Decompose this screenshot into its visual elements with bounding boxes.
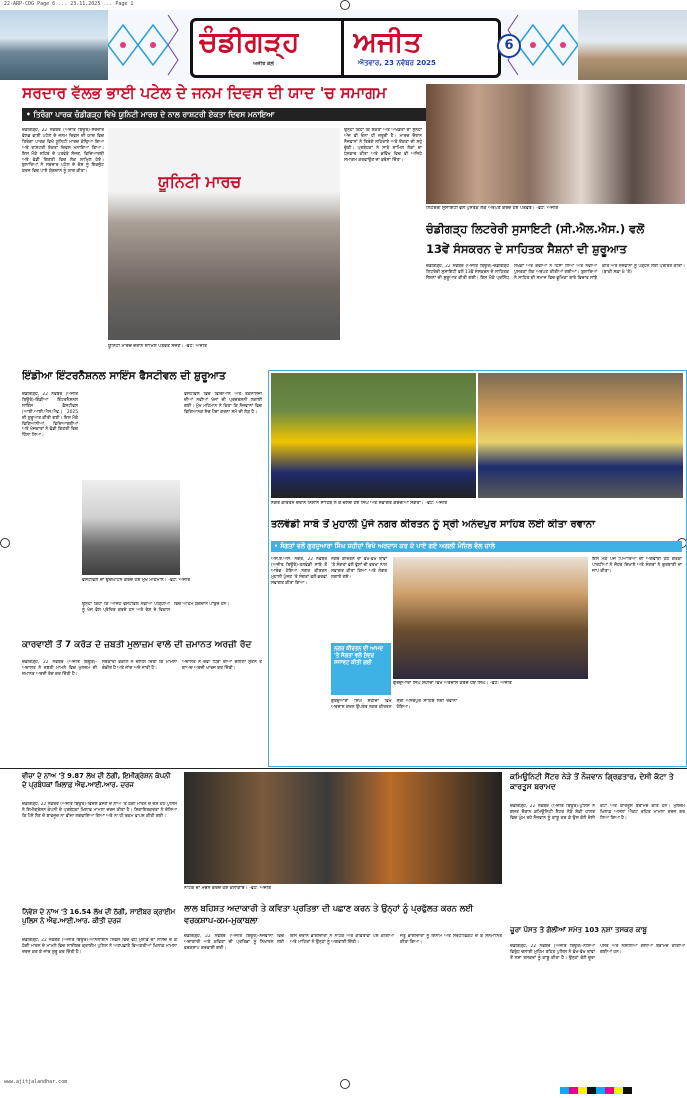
paper-name-city: ਚੰਡੀਗੜ੍ਹ <box>199 25 300 58</box>
article-play <box>180 772 505 1072</box>
headline-literary-1: ਚੰਡੀਗੜ੍ਹ ਲਿਟਰੇਰੀ ਸੁਸਾਇਟੀ (ਸੀ.ਐਲ.ਐਸ.) ਵਲੋਂ <box>426 222 645 236</box>
body-literary: ਚੰਡੀਗੜ੍ਹ, 22 ਨਵੰਬਰ (ਅਜੀਤ ਬਿਊਰੋ)-ਚੰਡੀਗੜ੍ਹ ਲਿਟਰੇਰੀ ਸੁਸਾਇਟੀ ਵਲੋਂ 13ਵੇਂ ਸੰਸਕਰਨ ਦੇ ਸਾਹਿਤਕ ਸੈਸ਼ਨਾਂ ਦੀ ਸ਼ੁਰੂਆਤ ਕੀਤੀ ਗਈ। ਇਸ ਮੌਕੇ ਪ੍ਰਸਿੱਧ ਲੇਖਕਾਂ ਅਤੇ ਕਵੀਆਂ ਨੇ ਹਿੱਸਾ ਲਿਆ ਅਤੇ ਨਵੀਆਂ ਪੁਸਤਕਾਂ ਲੋਕ ਅਰਪਣ ਕੀਤੀਆਂ ਗਈਆਂ। ਬੁਲਾਰਿਆਂ ਨੇ ਸਾਹਿਤ ਦੀ ਸਮਾਜ ਵਿਚ ਭੂਮਿਕਾ ਬਾਰੇ ਵਿਚਾਰ ਸਾਂਝੇ ਕੀਤੇ ਅਤੇ ਨੌਜਵਾਨਾਂ ਨੂੰ ਪੜ੍ਹਨ ਲਈ ਪ੍ਰੇਰਿਤ ਕੀਤਾ। (ਬਾਕੀ ਸਫ਼ਾ 8 'ਤੇ) <box>426 264 685 281</box>
article-community-centre <box>510 772 685 922</box>
article-science <box>2 370 264 635</box>
caption-literary: ਲਿਟਰੇਰੀ ਸੁਸਾਇਟੀ ਵਲੋਂ ਪੁਸਤਕ ਲੋਕ ਅਰਪਣ ਕਰਦੇ ਹੋਏ ਪਤਵੰਤੇ। -ਫੋਟੋ: ਅਜੀਤ <box>426 206 559 211</box>
body-play-col1: ਚੰਡੀਗੜ੍ਹ, 22 ਨਵੰਬਰ (ਅਜੀਤ ਬਿਊਰੋ)-ਨੌਜਵਾਨਾਂ ਵਿਚ ਅਦਾਕਾਰੀ ਅਤੇ ਕਵਿਤਾ ਦੀ ਪ੍ਰਤਿਭਾ ਨੂੰ ਨਿਖਾਰਨ ਲਈ ਵਰਕਸ਼ਾਪ ਕਰਵਾਈ ਗਈ। <box>184 934 284 951</box>
caption-science: ਫੈਸਟੀਵਲ ਦਾ ਉਦਘਾਟਨ ਕਰਦੇ ਹੋਏ ਮੁੱਖ ਮਹਿਮਾਨ। -ਫੋਟੋ: ਅਜੀਤ <box>82 578 191 583</box>
body-kirtan-col2: ਨਗਰ ਕੀਰਤਨ ਦਾ ਵੱਖ-ਵੱਖ ਥਾਵਾਂ 'ਤੇ ਸੰਗਤਾਂ ਵਲੋਂ ਫੁੱਲਾਂ ਦੀ ਵਰਖਾ ਨਾਲ ਸਵਾਗਤ ਕੀਤਾ ਗਿਆ ਅਤੇ ਲੰਗਰ ਲਗਾਏ ਗਏ। <box>331 557 387 580</box>
masthead-title-box <box>190 18 501 78</box>
headline-patel: ਸਰਦਾਰ ਵੱਲਭ ਭਾਈ ਪਟੇਲ ਦੇ ਜਨਮ ਦਿਵਸ ਦੀ ਯਾਦ 'ਚ ਸਮਾਗਮ <box>22 84 387 102</box>
body-drugs: ਚੰਡੀਗੜ੍ਹ, 22 ਨਵੰਬਰ (ਅਜੀਤ ਬਿਊਰੋ)-ਨਸ਼ਿਆਂ ਵਿਰੁੱਧ ਚਲਾਈ ਮੁਹਿੰਮ ਤਹਿਤ ਪੁਲਿਸ ਨੇ ਵੱਖ-ਵੱਖ ਥਾਵਾਂ ਤੋਂ ਨਸ਼ਾ ਤਸਕਰਾਂ ਨੂੰ ਕਾਬੂ ਕੀਤਾ ਹੈ। ਉਨ੍ਹਾਂ ਕੋਲੋਂ ਚੂਰਾ ਪੋਸਤ ਅਤੇ ਨਸ਼ੀਲੀਆਂ ਗੋਲੀਆਂ ਬਰਾਮਦ ਕੀਤੀਆਂ ਗਈਆਂ ਹਨ। <box>510 944 685 961</box>
body-patel-col2: ਉਨ੍ਹਾਂ ਕਿਹਾ ਕਿ ਏਕਤਾ ਅਤੇ ਅਖੰਡਤਾ ਦਾ ਸੁਨੇਹਾ ਅੱਜ ਵੀ ਓਨਾ ਹੀ ਜ਼ਰੂਰੀ ਹੈ। ਮਾਰਚ ਦੌਰਾਨ ਨੌਜਵਾਨਾਂ ਨੇ ਤਿਰੰਗੇ ਲਹਿਰਾਏ ਅਤੇ ਏਕਤਾ ਦੀ ਸਹੁੰ ਚੁੱਕੀ। ਪ੍ਰਬੰਧਕਾਂ ਨੇ ਸਾਰੇ ਸ਼ਾਮਿਲ ਲੋਕਾਂ ਦਾ ਧੰਨਵਾਦ ਕੀਤਾ ਅਤੇ ਭਵਿੱਖ ਵਿਚ ਵੀ ਅਜਿਹੇ ਸਮਾਗਮ ਕਰਵਾਉਣ ਦਾ ਭਰੋਸਾ ਦਿੱਤਾ। <box>344 128 422 163</box>
photo-science-inauguration <box>82 480 180 575</box>
kirtan-highlight-box: ਨਗਰ ਕੀਰਤਨ ਦੀ ਆਮਦ 'ਤੇ ਸੰਗਤਾਂ ਵਲੋਂ ਸੁੰਦਰ ਸਜਾਵਟ ਕੀਤੀ ਗਈ <box>331 643 391 695</box>
body-science-col2: ਫੈਸਟੀਵਲ ਵਿਚ ਵਿਗਿਆਨ ਅਤੇ ਤਕਨਾਲੋਜੀ ਦੀਆਂ ਨਵੀਆਂ ਖੋਜਾਂ ਦੀ ਪ੍ਰਦਰਸ਼ਨੀ ਲਗਾਈ ਗਈ। ਮੁੱਖ ਮਹਿਮਾਨ ਨੇ ਕਿਹਾ ਕਿ ਨੌਜਵਾਨਾਂ ਵਿਚ ਵਿਗਿਆਨਕ ਸੋਚ ਪੈਦਾ ਕਰਨਾ ਸਮੇਂ ਦੀ ਲੋੜ ਹੈ। <box>184 392 262 415</box>
photo-kirtan-procession-1 <box>271 373 476 498</box>
body-kirtan-col4: ਇਸ ਮੌਕੇ ਪੰਜ ਪਿਆਰਿਆਂ ਦੀ ਅਗਵਾਈ ਹੇਠ ਗਤਕਾ ਪਾਰਟੀਆਂ ਨੇ ਜੌਹਰ ਦਿਖਾਏ ਅਤੇ ਸੰਗਤਾਂ ਨੇ ਗੁਰਬਾਣੀ ਦਾ ਜਾਪ ਕੀਤਾ। <box>592 557 682 574</box>
headline-science: ਇੰਡੀਆ ਇੰਟਰਨੈਸ਼ਨਲ ਸਾਇੰਸ ਫੈਸਟੀਵਲ ਦੀ ਸ਼ੁਰੂਆਤ <box>22 370 226 382</box>
photo-kirtan-ardas <box>393 557 588 679</box>
article-courier <box>2 640 264 765</box>
article-patel <box>2 84 424 366</box>
body-courier-col3: ਅਦਾਲਤ ਨੇ ਦੋਵਾਂ ਧਿਰਾਂ ਦੀਆਂ ਦਲੀਲਾਂ ਸੁਣਨ ਤੋਂ ਬਾਅਦ ਅਰਜ਼ੀ ਖਾਰਜ ਕਰ ਦਿੱਤੀ। <box>182 660 262 671</box>
masthead-lake-photo <box>0 10 110 80</box>
body-kirtan-col1: ਐਸ.ਏ.ਐਸ. ਨਗਰ, 22 ਨਵੰਬਰ (ਅਜੀਤ ਬਿਊਰੋ)-ਤਲਵੰਡੀ ਸਾਬੋ ਤੋਂ ਆਰੰਭ ਹੋਇਆ ਨਗਰ ਕੀਰਤਨ ਮੁਹਾਲੀ ਪੁੱਜਣ 'ਤੇ ਸੰਗਤਾਂ ਵਲੋਂ ਭਰਵਾਂ ਸਵਾਗਤ ਕੀਤਾ ਗਿਆ। <box>271 557 327 586</box>
photo-kirtan-procession-2 <box>478 373 683 498</box>
article-fraud-investment <box>22 908 177 1068</box>
body-kirtan-col3: ਗੁਰਦੁਆਰਾ ਸਿੰਘ ਸ਼ਹੀਦਾਂ ਵਿਖੇ ਅਰਦਾਸ ਕਰਨ ਉਪਰੰਤ ਨਗਰ ਕੀਰਤਨ ਸ੍ਰੀ ਅਨੰਦਪੁਰ ਸਾਹਿਬ ਲਈ ਰਵਾਨਾ ਹੋਇਆ। <box>331 699 457 710</box>
headline-community-centre: ਕਮਿਊਨਿਟੀ ਸੈਂਟਰ ਨੇੜੇ ਤੋਂ ਨੌਜਵਾਨ ਗ੍ਰਿਫ਼ਤਾਰ, ਦੇਸੀ ਕੱਟਾ ਤੇ ਕਾਰਤੂਸ ਬਰਾਮਦ <box>510 772 674 791</box>
masthead <box>0 10 687 80</box>
headline-fraud-visa: ਵੀਜ਼ਾ ਦੇ ਨਾਂਅ 'ਤੇ 9.87 ਲੱਖ ਦੀ ਠੱਗੀ, ਇਮੀਗ੍ਰੇਸ਼ਨ ਕੰਪਨੀ ਦੇ ਪ੍ਰਬੰਧਕਾਂ ਖ਼ਿਲਾਫ਼ ਐਫ.ਆਈ.ਆਰ. ਦਰਜ <box>22 772 171 789</box>
footer-slug: www.ajitjalandhar.com <box>4 1079 68 1085</box>
photo-unity-march <box>108 128 340 340</box>
body-fraud-visa: ਚੰਡੀਗੜ੍ਹ, 22 ਨਵੰਬਰ (ਅਜੀਤ ਬਿਊਰੋ)-ਵਿਦੇਸ਼ ਭੇਜਣ ਦੇ ਨਾਂਅ 'ਤੇ ਠੱਗੀ ਮਾਰਨ ਦੇ ਦੋਸ਼ ਹੇਠ ਪੁਲਿਸ ਨੇ ਇਮੀਗ੍ਰੇਸ਼ਨ ਕੰਪਨੀ ਦੇ ਪ੍ਰਬੰਧਕਾਂ ਖ਼ਿਲਾਫ਼ ਮਾਮਲਾ ਦਰਜ ਕੀਤਾ ਹੈ। ਸ਼ਿਕਾਇਤਕਰਤਾ ਨੇ ਦੱਸਿਆ ਕਿ ਪੈਸੇ ਲੈਣ ਦੇ ਬਾਵਜੂਦ ਨਾ ਵੀਜ਼ਾ ਲਗਵਾਇਆ ਗਿਆ ਅਤੇ ਨਾ ਹੀ ਰਕਮ ਵਾਪਸ ਕੀਤੀ ਗਈ। <box>22 802 177 819</box>
body-fraud-investment: ਚੰਡੀਗੜ੍ਹ, 22 ਨਵੰਬਰ (ਅਜੀਤ ਬਿਊਰੋ)-ਆਨਲਾਈਨ ਨਿਵੇਸ਼ ਵਿਚ ਵੱਧ ਮੁਨਾਫ਼ੇ ਦਾ ਲਾਲਚ ਦੇ ਕੇ ਠੱਗੀ ਮਾਰਨ ਦੇ ਮਾਮਲੇ ਵਿਚ ਸਾਈਬਰ ਕ੍ਰਾਈਮ ਪੁਲਿਸ ਨੇ ਅਣਪਛਾਤੇ ਵਿਅਕਤੀਆਂ ਖ਼ਿਲਾਫ਼ ਮਾਮਲਾ ਦਰਜ ਕਰ ਕੇ ਜਾਂਚ ਸ਼ੁਰੂ ਕਰ ਦਿੱਤੀ ਹੈ। <box>22 938 177 955</box>
page-number-badge: 6 <box>497 34 521 58</box>
subhead-patel: • ਤਿਰੰਗਾ ਪਾਰਕ ਚੰਡੀਗੜ੍ਹ ਵਿਖੇ ਯੂਨਿਟੀ ਮਾਰਚ ਦੇ ਨਾਲ ਰਾਸ਼ਟਰੀ ਏਕਤਾ ਦਿਵਸ ਮਨਾਇਆ <box>22 108 426 121</box>
page-slug: 22-ARP-CDG Page 6 ... 23.11.2025 ... Page 1 <box>4 1 134 7</box>
caption-kirtan-ardas: ਗੁਰਦੁਆਰਾ ਸਿੰਘ ਸ਼ਹੀਦਾਂ ਵਿਖੇ ਅਰਦਾਸ ਕਰਦੇ ਹੋਏ ਸਿੰਘ। -ਫੋਟੋ: ਅਜੀਤ <box>393 681 512 686</box>
body-science-col1: ਚੰਡੀਗੜ੍ਹ, 22 ਨਵੰਬਰ (ਅਜੀਤ ਬਿਊਰੋ)-ਇੰਡੀਆ ਇੰਟਰਨੈਸ਼ਨਲ ਸਾਇੰਸ ਫੈਸਟੀਵਲ (ਆਈ.ਆਈ.ਐਸ.ਐਫ.) 2025 ਦੀ ਸ਼ੁਰੂਆਤ ਕੀਤੀ ਗਈ। ਇਸ ਮੌਕੇ ਵਿਗਿਆਨੀਆਂ, ਵਿਦਿਆਰਥੀਆਂ ਅਤੇ ਖੋਜਕਾਰਾਂ ਨੇ ਵੱਡੀ ਗਿਣਤੀ ਵਿਚ ਹਿੱਸਾ ਲਿਆ। <box>22 392 78 439</box>
banner-unity-march: ਯੂਨਿਟੀ ਮਾਰਚ <box>158 172 242 191</box>
caption-patel: ਯੂਨਿਟੀ ਮਾਰਚ ਦੌਰਾਨ ਸ਼ਾਮਿਲ ਪਤਵੰਤੇ ਸੱਜਣ। -ਫੋਟੋ: ਅਜੀਤ <box>108 344 207 349</box>
subhead-kirtan: • ਸੰਗਤਾਂ ਵਲੋਂ ਗੁਰਦੁਆਰਾ ਸਿੰਘ ਸ਼ਹੀਦਾਂ ਵਿਖੇ ਅਰਦਾਸ ਕਰ ਕੇ ਪਾਏ ਗਏ ਅਗਲੀ ਮੰਜ਼ਿਲ ਵੱਲ ਚਾਲੇ <box>271 541 682 552</box>
caption-play: ਨਾਟਕ ਦਾ ਮੰਚਨ ਕਰਦੇ ਹੋਏ ਕਲਾਕਾਰ। -ਫੋਟੋ: ਅਜੀਤ <box>184 886 272 891</box>
masthead-date: ਐਤਵਾਰ, 23 ਨਵੰਬਰ 2025 <box>358 59 436 67</box>
headline-courier: ਕਾਰਵਾਈ ਤੋਂ 7 ਕਰੋੜ ਦੇ ਜ਼ਬਤੀ ਮੁਲਾਜ਼ਮ ਵਾਲੇ ਦੀ ਜ਼ਮਾਨਤ ਅਰਜ਼ੀ ਰੱਦ <box>22 640 252 650</box>
divider <box>0 768 687 769</box>
registration-mark-icon <box>340 1079 350 1089</box>
body-courier-col1: ਚੰਡੀਗੜ੍ਹ, 22 ਨਵੰਬਰ (ਅਜੀਤ ਬਿਊਰੋ)-ਅਦਾਲਤ ਨੇ ਜ਼ਬਤੀ ਮਾਮਲੇ ਵਿਚ ਮੁਲਜ਼ਮ ਦੀ ਜ਼ਮਾਨਤ ਅਰਜ਼ੀ ਰੱਦ ਕਰ ਦਿੱਤੀ ਹੈ। <box>22 660 97 677</box>
article-literary <box>426 84 685 366</box>
masthead-tagline: ਅਜੀਤ ਕੋਲੋਂ <box>253 61 274 67</box>
paper-name: ਅਜੀਤ <box>353 25 422 58</box>
headline-literary-2: 13ਵੇਂ ਸੰਸਕਰਨ ਦੇ ਸਾਹਿਤਕ ਸੈਸ਼ਨਾਂ ਦੀ ਸ਼ੁਰੂਆਤ <box>426 242 627 256</box>
article-fraud-visa <box>22 772 177 904</box>
body-science-col3: ਉਨ੍ਹਾਂ ਕਿਹਾ ਕਿ ਅਜਿਹੇ ਫੈਸਟੀਵਲ ਨਵੀਆਂ ਪੀੜ੍ਹੀਆਂ ਨੂੰ ਖੋਜ ਵੱਲ ਪ੍ਰੇਰਿਤ ਕਰਦੇ ਹਨ ਅਤੇ ਦੇਸ਼ ਦੇ ਵਿਕਾਸ ਵਿਚ ਅਹਿਮ ਯੋਗਦਾਨ ਪਾਉਂਦੇ ਹਨ। <box>82 602 230 613</box>
body-play-col2: ਇਸ ਦੌਰਾਨ ਭਾਗੀਦਾਰਾਂ ਨੇ ਨਾਟਕ ਅਤੇ ਕਵਿਤਾਵਾਂ ਪੇਸ਼ ਕੀਤੀਆਂ ਅਤੇ ਮਾਹਿਰਾਂ ਨੇ ਉਨ੍ਹਾਂ ਨੂੰ ਅਗਵਾਈ ਦਿੱਤੀ। <box>290 934 394 945</box>
photo-book-release <box>426 84 685 204</box>
headline-play: ਲਾਲ ਬਹਿਸ਼ਤ ਅਦਾਕਾਰੀ ਤੇ ਕਵਿਤਾ ਪ੍ਰਤਿਭਾ ਦੀ ਪਛਾਣ ਕਰਨ ਤੇ ਉਨ੍ਹਾਂ ਨੂੰ ਪ੍ਰਫੁੱਲਤ ਕਰਨ ਲਈ ਵਰਕਸ਼ਾਪ-ਕਮ-ਮੁਕਾਬਲਾ <box>184 903 473 925</box>
body-patel-col1: ਚੰਡੀਗੜ੍ਹ, 22 ਨਵੰਬਰ (ਅਜੀਤ ਬਿਊਰੋ)-ਸਰਦਾਰ ਵੱਲਭ ਭਾਈ ਪਟੇਲ ਦੇ ਜਨਮ ਦਿਵਸ ਦੀ ਯਾਦ ਵਿਚ ਤਿਰੰਗਾ ਪਾਰਕ ਵਿਖੇ ਯੂਨਿਟੀ ਮਾਰਚ ਕੱਢਿਆ ਗਿਆ ਅਤੇ ਰਾਸ਼ਟਰੀ ਏਕਤਾ ਦਿਵਸ ਮਨਾਇਆ ਗਿਆ। ਇਸ ਮੌਕੇ ਸ਼ਹਿਰ ਦੇ ਪਤਵੰਤੇ ਸੱਜਣ, ਵਿਦਿਆਰਥੀ ਅਤੇ ਵੱਡੀ ਗਿਣਤੀ ਵਿਚ ਲੋਕ ਸ਼ਾਮਿਲ ਹੋਏ। ਬੁਲਾਰਿਆਂ ਨੇ ਸਰਦਾਰ ਪਟੇਲ ਦੇ ਦੇਸ਼ ਨੂੰ ਇਕਜੁੱਟ ਕਰਨ ਵਿਚ ਪਾਏ ਯੋਗਦਾਨ ਨੂੰ ਯਾਦ ਕੀਤਾ। <box>22 128 104 175</box>
article-drugs <box>510 926 685 1072</box>
headline-kirtan: ਤਲਵੰਡੀ ਸਾਬੋ ਤੋਂ ਮੁਹਾਲੀ ਪੁੱਜੇ ਨਗਰ ਕੀਰਤਨ ਨੂੰ ਸ੍ਰੀ ਅਨੰਦਪੁਰ ਸਾਹਿਬ ਲਈ ਕੀਤਾ ਰਵਾਨਾ <box>271 519 595 530</box>
article-kirtan <box>268 370 687 767</box>
headline-fraud-investment: ਨਿਵੇਸ਼ ਦੇ ਨਾਂਅ 'ਤੇ 16.54 ਲੱਖ ਦੀ ਠੱਗੀ, ਸਾਈਬਰ ਕ੍ਰਾਈਮ ਪੁਲਿਸ ਨੇ ਐਫ.ਆਈ.ਆਰ. ਕੀਤੀ ਦਰਜ <box>22 908 176 925</box>
caption-kirtan: ਨਗਰ ਕੀਰਤਨ ਦੌਰਾਨ ਨਿਸ਼ਾਨ ਸਾਹਿਬ ਲੈ ਕੇ ਚੱਲਦੇ ਹੋਏ ਸਿੰਘ ਅਤੇ ਸਵਾਗਤ ਕਰਦੀਆਂ ਸੰਗਤਾਂ। -ਫੋਟੋ: ਅਜੀਤ <box>271 501 448 506</box>
registration-mark-icon <box>340 0 350 10</box>
body-play-col3: ਜੇਤੂ ਭਾਗੀਦਾਰਾਂ ਨੂੰ ਇਨਾਮ ਅਤੇ ਸਰਟੀਫਿਕੇਟ ਦੇ ਕੇ ਸਨਮਾਨਿਤ ਕੀਤਾ ਗਿਆ। <box>400 934 502 945</box>
body-courier-col2: ਸਰਕਾਰੀ ਵਕੀਲ ਨੇ ਦਲੀਲ ਦਿੱਤੀ ਕਿ ਮਾਮਲਾ ਗੰਭੀਰ ਹੈ ਅਤੇ ਜਾਂਚ ਅਜੇ ਜਾਰੀ ਹੈ। <box>102 660 177 671</box>
photo-play-stage <box>184 772 502 884</box>
headline-drugs: ਚੂਰਾ ਪੋਸਤ ਤੇ ਗੋਲੀਆਂ ਸਮੇਤ 103 ਨਸ਼ਾ ਤਸਕਰ ਕਾਬੂ <box>510 926 647 934</box>
masthead-monument-photo <box>578 10 687 80</box>
body-community-centre: ਚੰਡੀਗੜ੍ਹ, 22 ਨਵੰਬਰ (ਅਜੀਤ ਬਿਊਰੋ)-ਪੁਲਿਸ ਨੇ ਗਸ਼ਤ ਦੌਰਾਨ ਕਮਿਊਨਿਟੀ ਸੈਂਟਰ ਨੇੜੇ ਸ਼ੱਕੀ ਹਾਲਤ ਵਿਚ ਘੁੰਮ ਰਹੇ ਨੌਜਵਾਨ ਨੂੰ ਕਾਬੂ ਕਰ ਕੇ ਉਸ ਕੋਲੋਂ ਦੇਸੀ ਕੱਟਾ ਅਤੇ ਕਾਰਤੂਸ ਬਰਾਮਦ ਕੀਤੇ ਹਨ। ਮੁਲਜ਼ਮ ਖ਼ਿਲਾਫ਼ ਅਸਲਾ ਐਕਟ ਤਹਿਤ ਮਾਮਲਾ ਦਰਜ ਕਰ ਲਿਆ ਗਿਆ ਹੈ। <box>510 804 685 821</box>
